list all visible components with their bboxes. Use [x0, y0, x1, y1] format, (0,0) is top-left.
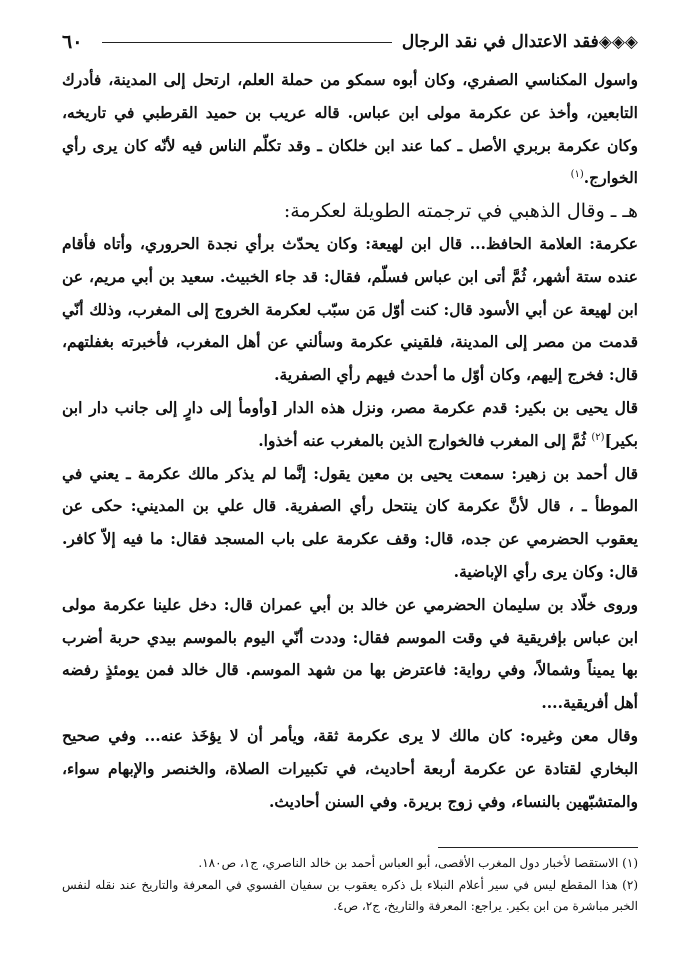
paragraph-5: وقال معن وغيره: كان مالك لا يرى عكرمة ثقة، ويأمر أن لا يؤخَذ عنه... وفي صحيح البخاري لقتادة عن عكرمة أربعة أحاديث، في تكبيرات الصلاة، والخنصر والإبهام سواء، والمتشبّهين بالنساء، وفي زوج بريرة. وفي السنن أحاديث. [62, 725, 638, 811]
footnote-1: (١) الاستقصا لأخبار دول المغرب الأقصى، أبو العباس أحمد بن خالد الناصري، ج١، ص١٨٠. [198, 856, 638, 870]
intro-paragraph [62, 64, 638, 195]
footnote-divider [438, 847, 638, 848]
paragraph-3: قال أحمد بن زهير: سمعت يحيى بن معين يقول: إنَّما لم يذكر مالك عكرمة ـ يعني في الموطأ ـ ، قال لأنَّ عكرمة كان ينتحل رأي الصفرية. قال علي بن المديني: حكى عن يعقوب الحضرمي عن جده، قال: وقف عكرمة على باب المسجد فقال: ما فيه إلاّ كافر. قال: وكان يرى رأي الإباضية. [62, 463, 638, 581]
ornament-icon: ◈◈◈ [598, 32, 638, 52]
running-title-text: فقد الاعتدال في نقد الرجال [401, 32, 599, 52]
intro-paragraph-text: واسول المكناسي الصفري، وكان أبوه سمكو من حملة العلم، ارتحل إلى المدينة، فأدرك التابعين، وأخذ عن عكرمة مولى ابن عباس. قاله عريب بن حميد القرطبي في تاريخه، وكان عكرمة بربري الأصل ـ كما عند ابن خلكان ـ وقد تكلّم الناس فيه لأنّه كان يرى رأي الخوارج. [62, 70, 638, 188]
page-header [62, 22, 638, 62]
header-rule [102, 42, 392, 43]
footnotes [62, 853, 638, 918]
paragraph-2 [62, 392, 638, 458]
footnote-2: (٢) هذا المقطع ليس في سير أعلام النبلاء بل ذكره يعقوب بن سفيان الفسوي في المعرفة والتاريخ عند نقله لنفس الخبر مباشرة من ابن بكير. يراجع: المعرفة والتاريخ، ج٢، ص٤. [62, 877, 638, 913]
paragraph-1: عكرمة: العلامة الحافظ... قال ابن لهيعة: وكان يحدّث برأي نجدة الحروري، وأتاه فأقام عنده ستة أشهر، ثُمَّ أتى ابن عباس فسلّم، فقال: قد جاء الخبيث. سعيد بن أبي مريم، عن ابن لهيعة عن أبي الأسود قال: كنت أوّل مَن سبّب لعكرمة الخروج إلى المغرب، وذلك أنّي قدمت من مصر إلى المدينة، فلقيني عكرمة وسألني عن أهل المغرب، فأخبرته بغفلتهم، قال: فخرج إليهم، وكان أوّل ما أحدث فيهم رأي الصفرية. [62, 233, 638, 385]
paragraph-4: وروى خلّاد بن سليمان الحضرمي عن خالد بن أبي عمران قال: دخل علينا عكرمة مولى ابن عباس بإفريقية في وقت الموسم فقال: وددت أنّي اليوم بالموسم بيدي حربة أضرب بها يميناً وشمالاً، وفي رواية: فاعترض بها من شهد الموسم. قال خالد فمن يومئذٍ رفضه أهل أفريقية.... [62, 594, 638, 713]
page-number: ٦٠ [62, 31, 83, 53]
footnote-ref-2[interactable]: (٢) [591, 431, 605, 443]
footnote-ref-1[interactable]: (١) [570, 169, 584, 181]
main-text [62, 64, 638, 818]
paragraph-2-after: ثُمَّ إلى المغرب فالخوارج الذين بالمغرب عنه أخذوا. [258, 430, 592, 450]
paragraph-2-before: قال يحيى بن بكير: قدم عكرمة مصر، ونزل هذه الدار [وأومأ إلى دارٍ إلى جانب دار ابن بكير] [62, 397, 638, 450]
running-title [402, 32, 638, 52]
section-heading: هـ ـ وقال الذهبي في ترجمته الطويلة لعكرمة: [283, 200, 638, 223]
